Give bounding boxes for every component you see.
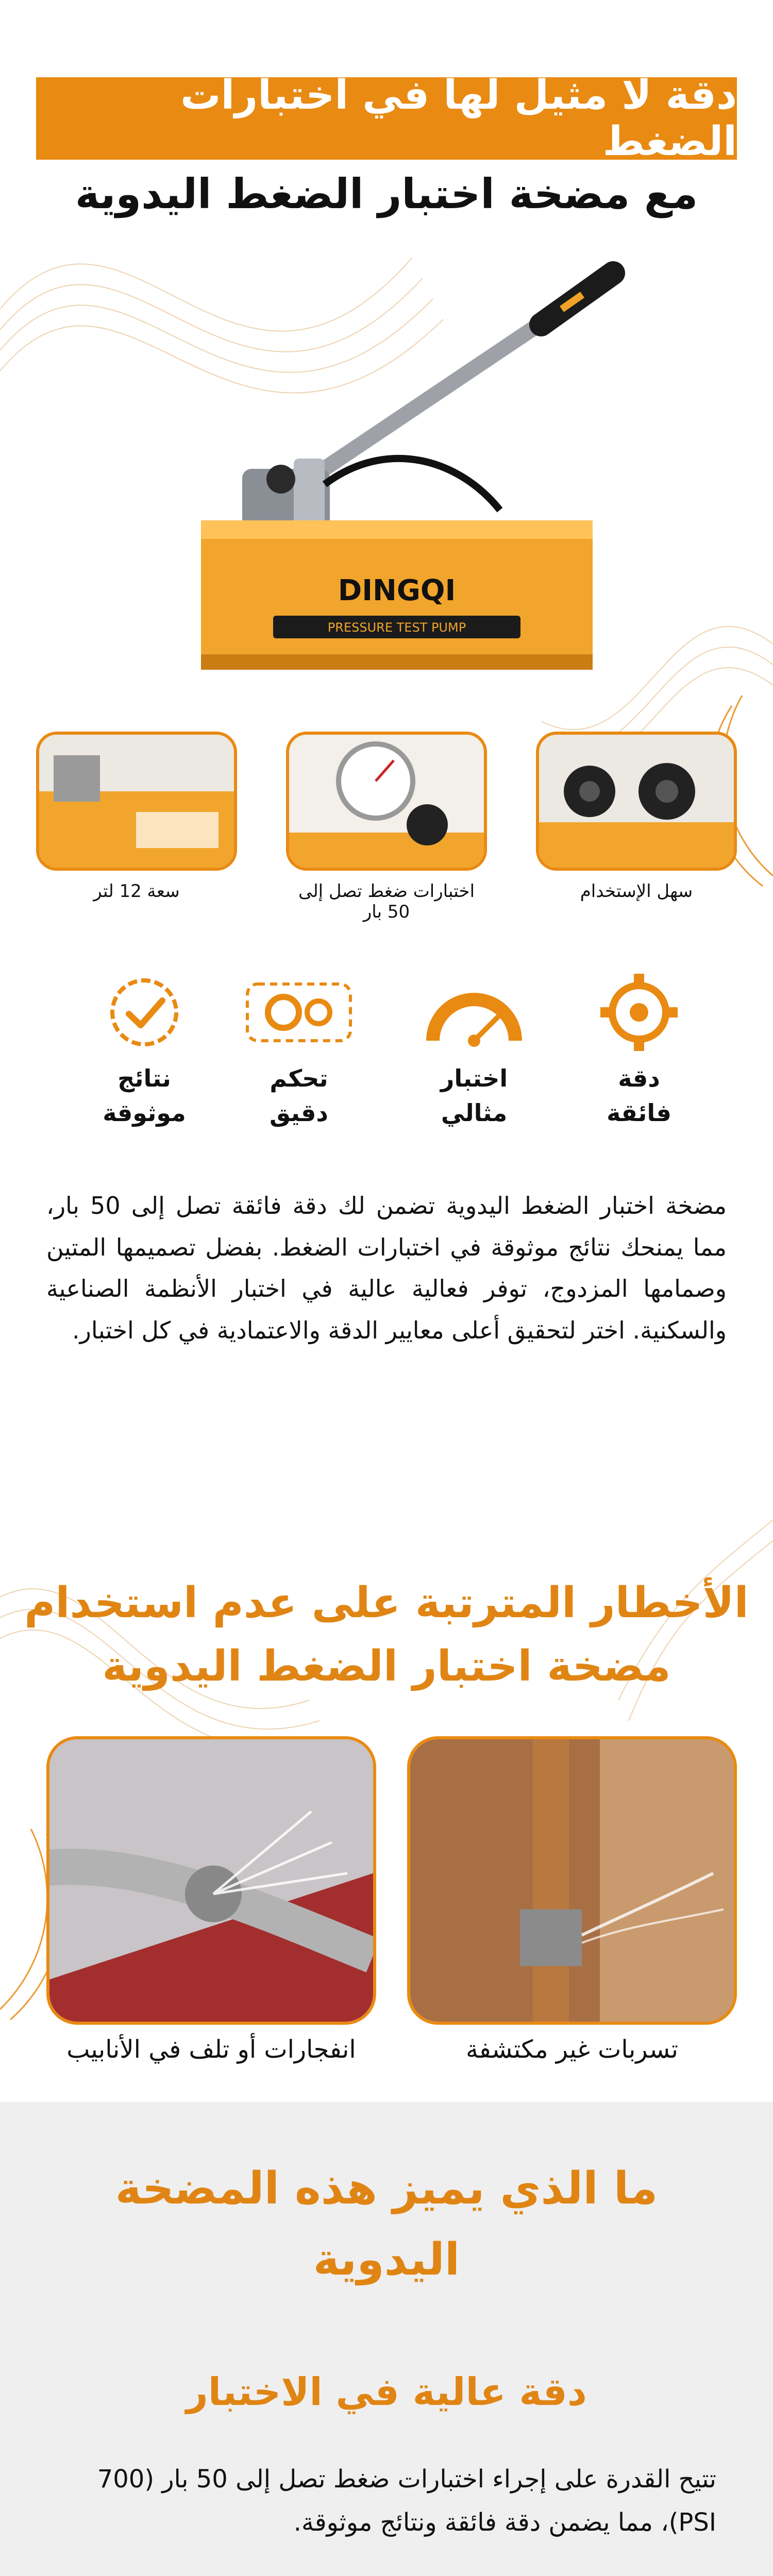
check-badge-icon	[67, 963, 222, 1061]
feature-label-line2: مثالي	[441, 1098, 508, 1127]
feature-label-line2: دقيق	[270, 1098, 328, 1127]
feature-label-line2: موثوقة	[103, 1098, 186, 1127]
thumbnail-caption: سهل الإستخدام	[580, 881, 693, 902]
hero-subtitle: مع مضخة اختبار الضغط اليدوية	[75, 170, 698, 218]
risk-caption: انفجارات أو تلف في الأنابيب	[66, 2035, 356, 2064]
feature-heading: دقة عالية في الاختبار	[186, 2370, 587, 2414]
pump-illustration	[170, 242, 634, 696]
risk-image-leak	[407, 1736, 737, 2025]
pump-image	[170, 242, 634, 696]
features-row	[0, 963, 773, 1190]
feature-testing	[397, 963, 551, 1130]
feature-label-line1: دقة	[618, 1064, 660, 1092]
feature-label-line1: تحكم	[270, 1064, 328, 1092]
feature-label-line2: فائقة	[607, 1098, 671, 1127]
gauge-icon	[397, 963, 551, 1061]
feature-control	[222, 963, 376, 1130]
feature-label-line1: اختبار	[440, 1064, 508, 1092]
risk-image-burst	[46, 1736, 376, 2025]
risk-caption: تسربات غير مكتشفة	[466, 2035, 678, 2064]
hero-banner: دقة لا مثيل لها في اختبارات الضغط	[36, 77, 737, 160]
hero-section	[0, 0, 773, 721]
product-description: مضخة اختبار الضغط اليدوية تضمن لك دقة فائقة تصل إلى 50 بار، مما يمنحك نتائج موثوقة في اختبارات الضغط. بفضل تصميمها المتين وصمامها المزدوج، توفر فعالية عالية في اختبار الأنظمة الصناعية والسكنية. اختر لتحقيق أعلى معايير الدقة والاعتمادية في كل اختبار.	[46, 1192, 727, 1344]
feature-label-line1: نتائج	[117, 1064, 171, 1092]
pump-plate-label: PRESSURE TEST PUMP	[327, 620, 466, 635]
thumbnail-tank	[36, 732, 237, 871]
thumbnail-caption: اختبارات ضغط تصل إلى 50 بار	[298, 881, 475, 922]
thumbnail-valves	[536, 732, 737, 871]
feature-precision	[562, 963, 716, 1130]
gears-icon	[222, 963, 376, 1061]
gear-icon	[562, 963, 716, 1061]
thumbnail-caption: سعة 12 لتر	[93, 881, 180, 902]
thumbnails-row	[0, 732, 773, 927]
feature-results	[67, 963, 222, 1130]
pump-brand-label: DINGQI	[338, 574, 456, 607]
features-title: ما الذي يميز هذه المضخة اليدوية	[115, 2163, 658, 2285]
thumbnail-gauge	[286, 732, 487, 871]
risks-title: الأخطار المترتبة على عدم استخدام مضخة اختبار الضغط اليدوية	[24, 1579, 749, 1691]
feature-description: تتيح القدرة على إجراء اختبارات ضغط تصل إلى 50 بار (700 PSI)، مما يضمن دقة فائقة ونتائج موثوقة.	[97, 2465, 716, 2537]
